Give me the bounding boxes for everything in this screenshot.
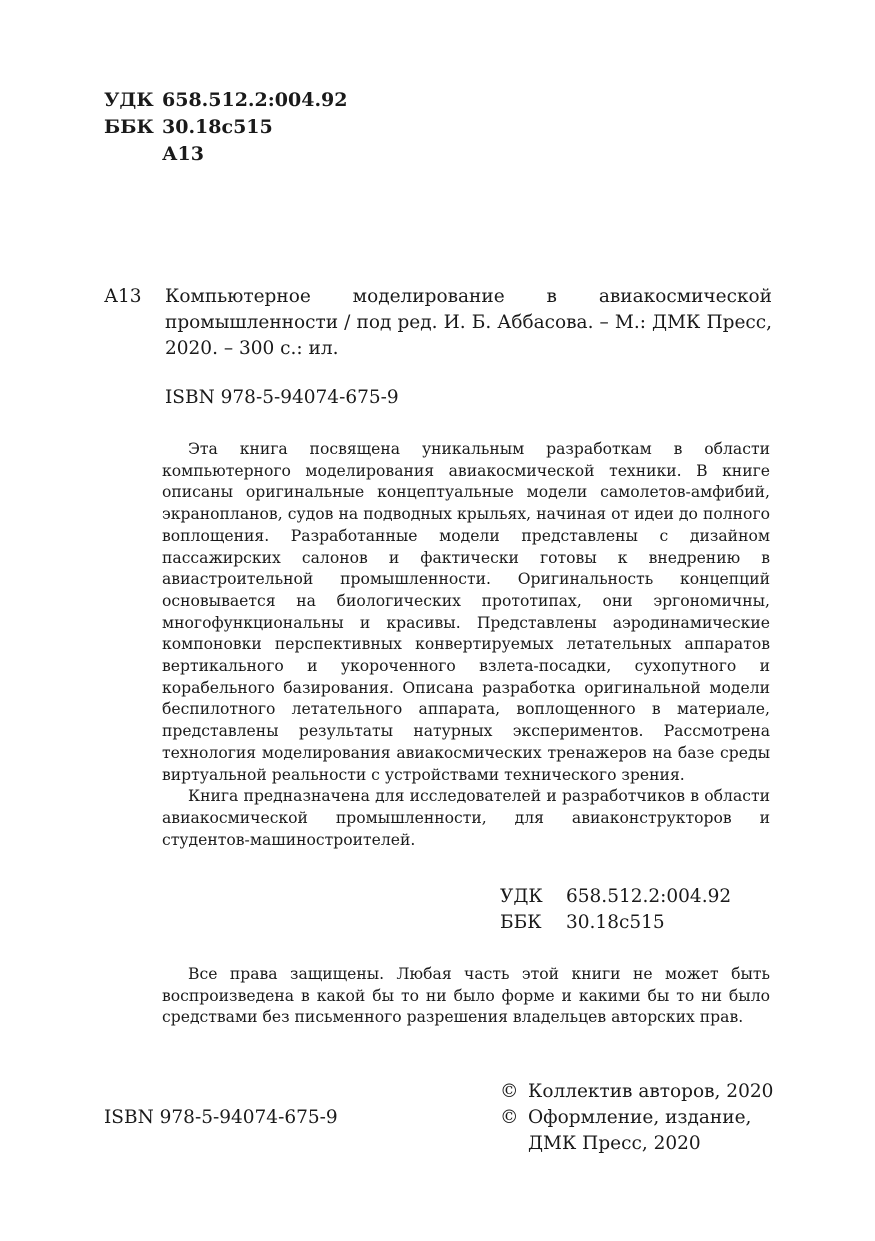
rights-notice bbox=[162, 964, 770, 1029]
copyright-authors-text: Коллектив авторов, 2020 bbox=[528, 1081, 774, 1102]
header-bbk-label: ББК bbox=[104, 116, 154, 138]
copyright-design bbox=[500, 1105, 773, 1131]
copyright-design-line-1: Оформление, издание, bbox=[528, 1107, 752, 1128]
abstract-paragraph-2: Книга предназначена для исследователей и разработчиков в области авиакосмической промышленности, для авиаконструкторов и студентов-машиностроителей. bbox=[162, 787, 770, 849]
header-bbk-row bbox=[104, 114, 348, 141]
copyright-publisher bbox=[500, 1131, 773, 1157]
copyright-symbol-1: © bbox=[500, 1081, 519, 1102]
header-udk-row bbox=[104, 87, 348, 114]
classification-bbk-label: ББК bbox=[500, 912, 542, 933]
citation-mark: А13 bbox=[104, 286, 142, 307]
classification-udk-row bbox=[500, 884, 731, 910]
classification-block bbox=[500, 884, 731, 936]
header-author-mark-row bbox=[104, 141, 348, 168]
header-classification bbox=[104, 87, 348, 168]
abstract-paragraph-1: Эта книга посвящена уникальным разработкам в области компьютерного моделирования авиакосмической техники. В книге описаны оригинальные концептуальные модели самолетов-амфибий, экранопланов, судов на подводных крыльях, начиная от идеи до полного воплощения. Разработанные модели представлены с дизайном пассажирских салонов и фактически готовы к внедрению в авиастроительной промышленности. Оригинальность концепций основывается на биологических прототипах, они эргономичны, многофункциональны и красивы. Представлены аэродинамические компоновки перспективных конвертируемых летательных аппаратов вертикального и укороченного взлета-посадки, сухопутного и корабельного базирования. Описана разработка оригинальной модели беспилотного летательного аппарата, воплощенного в материале, представлены результаты натурных экспериментов. Рассмотрена технология моделирования авиакосмических тренажеров на базе среды виртуальной реальности с устройствами технического зрения. bbox=[162, 440, 770, 784]
classification-udk-value: 658.512.2:004.92 bbox=[566, 886, 732, 907]
citation-isbn: ISBN 978-5-94074-675-9 bbox=[165, 387, 399, 408]
header-udk-value: 658.512.2:004.92 bbox=[162, 89, 348, 111]
copyright-design-line-2: ДМК Пресс, 2020 bbox=[528, 1133, 701, 1154]
abstract bbox=[162, 439, 770, 851]
header-author-mark: А13 bbox=[162, 143, 204, 165]
citation-text: Компьютерное моделирование в авиакосмической промышленности / под ред. И. Б. Аббасова. – М.: ДМК Пресс, 2020. – 300 с.: ил. bbox=[165, 286, 772, 359]
header-bbk-value: 30.18с515 bbox=[162, 116, 273, 138]
rights-text: Все права защищены. Любая часть этой книги не может быть воспроизведена в какой бы то ни было форме и какими бы то ни было средствами без письменного разрешения владельцев авторских прав. bbox=[162, 965, 770, 1027]
classification-bbk-value: 30.18с515 bbox=[566, 912, 665, 933]
copyright-symbol-2: © bbox=[500, 1107, 519, 1128]
classification-udk-label: УДК bbox=[500, 886, 543, 907]
classification-bbk-row bbox=[500, 910, 731, 936]
footer-copyrights bbox=[500, 1079, 773, 1157]
header-udk-label: УДК bbox=[104, 89, 154, 111]
footer-isbn: ISBN 978-5-94074-675-9 bbox=[104, 1107, 338, 1128]
copyright-authors bbox=[500, 1079, 773, 1105]
